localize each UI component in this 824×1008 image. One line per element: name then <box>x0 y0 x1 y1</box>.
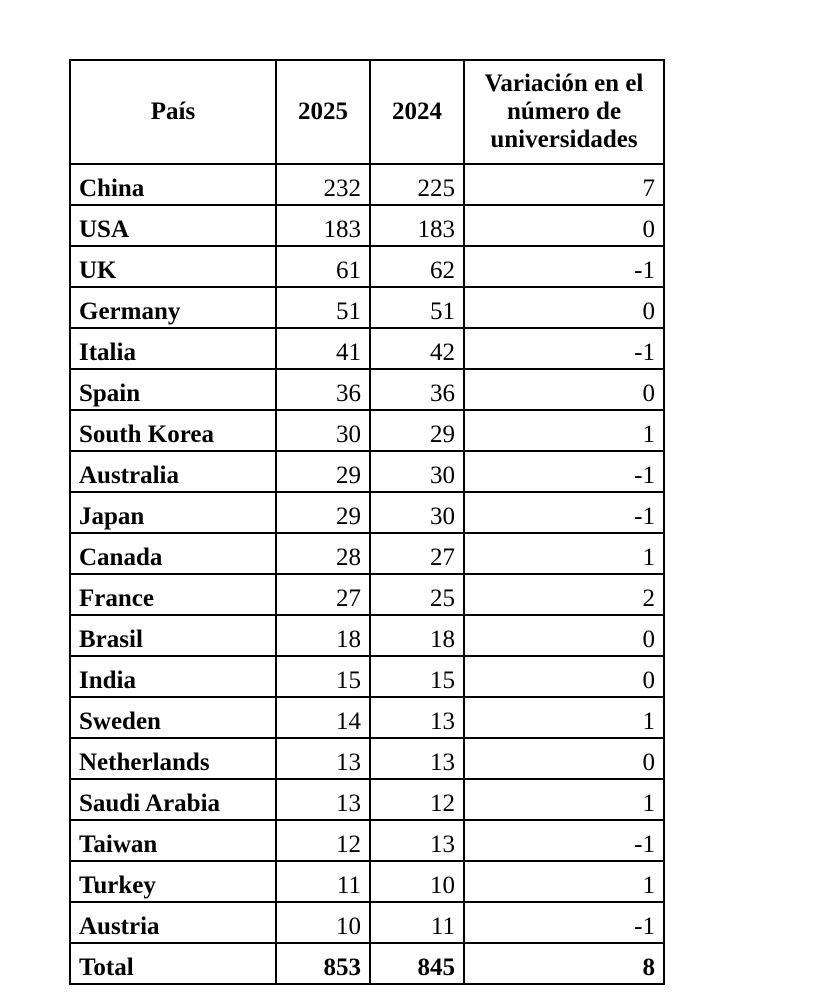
variation-cell: -1 <box>464 451 664 492</box>
value-2024-cell: 13 <box>370 738 464 779</box>
header-2024: 2024 <box>370 60 464 164</box>
table-row <box>70 656 664 697</box>
value-2025-cell: 41 <box>276 328 370 369</box>
country-cell: USA <box>70 205 276 246</box>
header-country: País <box>70 60 276 164</box>
value-2024-cell: 10 <box>370 861 464 902</box>
variation-cell: -1 <box>464 820 664 861</box>
value-2024-cell: 12 <box>370 779 464 820</box>
value-2024-cell: 29 <box>370 410 464 451</box>
variation-cell: 0 <box>464 205 664 246</box>
variation-cell: 1 <box>464 861 664 902</box>
value-2024-cell: 62 <box>370 246 464 287</box>
variation-cell: 1 <box>464 779 664 820</box>
country-cell: UK <box>70 246 276 287</box>
variation-cell: 0 <box>464 287 664 328</box>
table-row <box>70 738 664 779</box>
value-2024-cell: 30 <box>370 492 464 533</box>
country-cell: Netherlands <box>70 738 276 779</box>
total-2024: 845 <box>370 943 464 984</box>
value-2025-cell: 29 <box>276 451 370 492</box>
variation-cell: -1 <box>464 246 664 287</box>
table-row <box>70 492 664 533</box>
table-row <box>70 820 664 861</box>
variation-cell: 0 <box>464 738 664 779</box>
table-row <box>70 697 664 738</box>
variation-cell: 7 <box>464 164 664 205</box>
value-2024-cell: 183 <box>370 205 464 246</box>
country-cell: Germany <box>70 287 276 328</box>
country-cell: Sweden <box>70 697 276 738</box>
table-row <box>70 246 664 287</box>
value-2024-cell: 18 <box>370 615 464 656</box>
value-2025-cell: 14 <box>276 697 370 738</box>
variation-cell: 1 <box>464 697 664 738</box>
variation-cell: 0 <box>464 615 664 656</box>
value-2024-cell: 11 <box>370 902 464 943</box>
country-cell: Austria <box>70 902 276 943</box>
header-2025: 2025 <box>276 60 370 164</box>
table-row <box>70 615 664 656</box>
total-variation: 8 <box>464 943 664 984</box>
country-cell: Brasil <box>70 615 276 656</box>
country-cell: Taiwan <box>70 820 276 861</box>
table-row <box>70 779 664 820</box>
value-2025-cell: 29 <box>276 492 370 533</box>
table-row <box>70 574 664 615</box>
variation-cell: 0 <box>464 369 664 410</box>
total-label: Total <box>70 943 276 984</box>
country-cell: Spain <box>70 369 276 410</box>
variation-cell: 2 <box>464 574 664 615</box>
total-2025: 853 <box>276 943 370 984</box>
table-row <box>70 410 664 451</box>
table-row <box>70 533 664 574</box>
value-2025-cell: 10 <box>276 902 370 943</box>
value-2025-cell: 12 <box>276 820 370 861</box>
value-2025-cell: 13 <box>276 779 370 820</box>
value-2025-cell: 15 <box>276 656 370 697</box>
value-2025-cell: 28 <box>276 533 370 574</box>
country-cell: Turkey <box>70 861 276 902</box>
table-row <box>70 205 664 246</box>
value-2024-cell: 36 <box>370 369 464 410</box>
value-2025-cell: 27 <box>276 574 370 615</box>
country-cell: India <box>70 656 276 697</box>
header-row <box>70 60 664 164</box>
value-2024-cell: 30 <box>370 451 464 492</box>
table-row <box>70 369 664 410</box>
value-2025-cell: 61 <box>276 246 370 287</box>
table-row <box>70 861 664 902</box>
table-row <box>70 287 664 328</box>
value-2025-cell: 51 <box>276 287 370 328</box>
value-2024-cell: 51 <box>370 287 464 328</box>
country-cell: South Korea <box>70 410 276 451</box>
value-2024-cell: 15 <box>370 656 464 697</box>
country-cell: Canada <box>70 533 276 574</box>
country-cell: France <box>70 574 276 615</box>
country-cell: China <box>70 164 276 205</box>
variation-cell: 1 <box>464 533 664 574</box>
value-2024-cell: 225 <box>370 164 464 205</box>
country-cell: Australia <box>70 451 276 492</box>
total-row <box>70 943 664 984</box>
country-cell: Saudi Arabia <box>70 779 276 820</box>
value-2025-cell: 183 <box>276 205 370 246</box>
country-cell: Japan <box>70 492 276 533</box>
value-2024-cell: 42 <box>370 328 464 369</box>
variation-cell: -1 <box>464 902 664 943</box>
value-2025-cell: 232 <box>276 164 370 205</box>
variation-cell: 1 <box>464 410 664 451</box>
value-2024-cell: 13 <box>370 820 464 861</box>
universities-table <box>69 59 665 985</box>
header-variation: Variación en el número de universidades <box>464 60 664 164</box>
table-row <box>70 164 664 205</box>
variation-cell: -1 <box>464 492 664 533</box>
value-2025-cell: 18 <box>276 615 370 656</box>
value-2024-cell: 13 <box>370 697 464 738</box>
table-header <box>70 60 664 164</box>
value-2025-cell: 36 <box>276 369 370 410</box>
variation-cell: 0 <box>464 656 664 697</box>
value-2024-cell: 25 <box>370 574 464 615</box>
table-row <box>70 902 664 943</box>
value-2025-cell: 30 <box>276 410 370 451</box>
value-2024-cell: 27 <box>370 533 464 574</box>
country-cell: Italia <box>70 328 276 369</box>
value-2025-cell: 11 <box>276 861 370 902</box>
table-row <box>70 451 664 492</box>
variation-cell: -1 <box>464 328 664 369</box>
table-row <box>70 328 664 369</box>
table-body <box>70 164 664 984</box>
value-2025-cell: 13 <box>276 738 370 779</box>
